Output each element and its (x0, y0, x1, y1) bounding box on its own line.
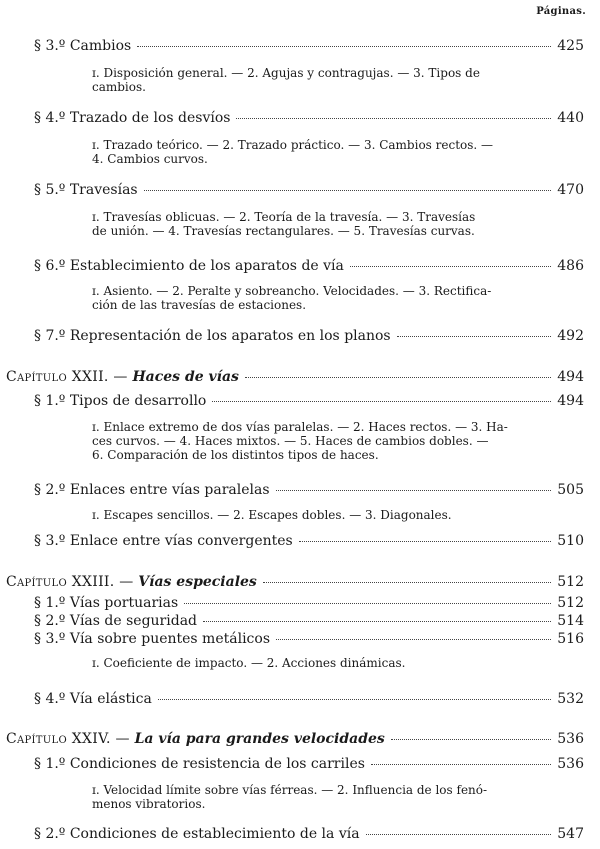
page-number: 494 (557, 393, 584, 409)
section-title: § 1.º Tipos de desarrollo (34, 393, 207, 409)
subtopic-line: ɪ. Enlace extremo de dos vías paralelas. — 2. Haces rectos. — 3. Ha- (92, 420, 508, 434)
toc-section-entry (34, 109, 584, 127)
toc-section-entry (34, 481, 584, 499)
subtopic-line: ɪ. Asiento. — 2. Peralte y sobreancho. Velocidades. — 3. Rectifica- (92, 284, 492, 298)
dot-leader (371, 764, 551, 765)
page-number: 505 (557, 482, 584, 498)
section-title: § 2.º Enlaces entre vías paralelas (34, 482, 270, 498)
subtopic-line: cambios. (92, 80, 146, 94)
toc-section-entry (34, 392, 584, 410)
toc-chapter-entry (6, 573, 584, 591)
subtopic-line: ces curvos. — 4. Haces mixtos. — 5. Haces de cambios dobles. — (92, 434, 489, 448)
toc-section-entry (34, 594, 584, 612)
section-title: § 1.º Vías portuarias (34, 595, 179, 611)
chapter-title: Haces de vías (132, 369, 239, 385)
dot-leader (158, 699, 551, 700)
page-number: 486 (557, 258, 584, 274)
section-title: § 5.º Travesías (34, 182, 138, 198)
page-number: 470 (557, 182, 584, 198)
subtopic-line: de unión. — 4. Travesías rectangulares. — 5. Travesías curvas. (92, 224, 475, 238)
subtopic-line: ɪ. Coeficiente de impacto. — 2. Acciones dinámicas. (92, 656, 406, 670)
toc-section-entry (34, 612, 584, 630)
page-number: 512 (557, 595, 584, 611)
page-number: 547 (557, 826, 584, 842)
section-title: § 1.º Condiciones de resistencia de los carriles (34, 756, 365, 772)
page-number: 440 (557, 110, 584, 126)
toc-section-entry (34, 181, 584, 199)
subtopic-line: ɪ. Escapes sencillos. — 2. Escapes dobles. — 3. Diagonales. (92, 508, 452, 522)
page-number: 510 (557, 533, 584, 549)
toc-section-entry (34, 630, 584, 648)
page-number: 536 (557, 756, 584, 772)
chapter-heading (6, 573, 257, 591)
chapter-title: Vías especiales (138, 574, 257, 590)
dot-leader (366, 834, 552, 835)
toc-section-entry (34, 690, 584, 708)
subtopic-line: ɪ. Trazado teórico. — 2. Trazado práctico. — 3. Cambios rectos. — (92, 138, 494, 152)
page-number: 512 (557, 574, 584, 590)
subtopic-line: menos vibratorios. (92, 797, 206, 811)
section-title: § 2.º Condiciones de establecimiento de la vía (34, 826, 360, 842)
dot-leader (263, 582, 551, 583)
toc-chapter-entry (6, 730, 584, 748)
section-subtopics (92, 210, 548, 238)
section-subtopics (92, 656, 548, 670)
dot-leader (276, 490, 552, 491)
page-number: 494 (557, 369, 584, 385)
toc-section-entry (34, 257, 584, 275)
section-title: § 7.º Representación de los aparatos en los planos (34, 328, 391, 344)
subtopic-line: 4. Cambios curvos. (92, 152, 208, 166)
chapter-heading (6, 730, 385, 748)
toc-chapter-entry (6, 368, 584, 386)
subtopic-line: ɪ. Travesías oblicuas. — 2. Teoría de la travesía. — 3. Travesías (92, 210, 476, 224)
dot-leader (203, 621, 551, 622)
chapter-label: Capítulo XXIII. — (6, 574, 139, 590)
toc-section-entry (34, 327, 584, 345)
page-number: 425 (557, 38, 584, 54)
section-title: § 4.º Vía elástica (34, 691, 152, 707)
chapter-title: La vía para grandes velocidades (134, 731, 385, 747)
section-subtopics (92, 420, 548, 462)
subtopic-line: 6. Comparación de los distintos tipos de haces. (92, 448, 379, 462)
page-number: 536 (557, 731, 584, 747)
page-number: 516 (557, 631, 584, 647)
dot-leader (144, 190, 552, 191)
toc-section-entry (34, 825, 584, 843)
section-subtopics (92, 138, 548, 166)
dot-leader (137, 46, 551, 47)
chapter-label: Capítulo XXIV. — (6, 731, 135, 747)
chapter-label: Capítulo XXII. — (6, 369, 133, 385)
section-title: § 3.º Vía sobre puentes metálicos (34, 631, 270, 647)
subtopic-line: ɪ. Disposición general. — 2. Agujas y contragujas. — 3. Tipos de (92, 66, 480, 80)
page-number: 492 (557, 328, 584, 344)
pages-column-header: Páginas. (536, 6, 586, 17)
section-subtopics (92, 783, 548, 811)
dot-leader (276, 639, 551, 640)
page-number: 514 (557, 613, 584, 629)
subtopic-line: ción de las travesías de estaciones. (92, 298, 307, 312)
dot-leader (184, 603, 551, 604)
dot-leader (350, 266, 551, 267)
toc-section-entry (34, 37, 584, 55)
section-title: § 6.º Establecimiento de los aparatos de vía (34, 258, 344, 274)
toc-section-entry (34, 755, 584, 773)
subtopic-line: ɪ. Velocidad límite sobre vías férreas. — 2. Influencia de los fenó- (92, 783, 488, 797)
dot-leader (236, 118, 551, 119)
section-title: § 3.º Enlace entre vías convergentes (34, 533, 293, 549)
section-subtopics (92, 284, 548, 312)
section-subtopics (92, 508, 548, 522)
chapter-heading (6, 368, 239, 386)
dot-leader (391, 739, 551, 740)
dot-leader (299, 541, 552, 542)
dot-leader (245, 377, 551, 378)
section-title: § 4.º Trazado de los desvíos (34, 110, 231, 126)
page-number: 532 (557, 691, 584, 707)
dot-leader (212, 401, 551, 402)
section-title: § 3.º Cambios (34, 38, 132, 54)
toc-section-entry (34, 532, 584, 550)
section-title: § 2.º Vías de seguridad (34, 613, 197, 629)
dot-leader (397, 336, 552, 337)
section-subtopics (92, 66, 548, 94)
